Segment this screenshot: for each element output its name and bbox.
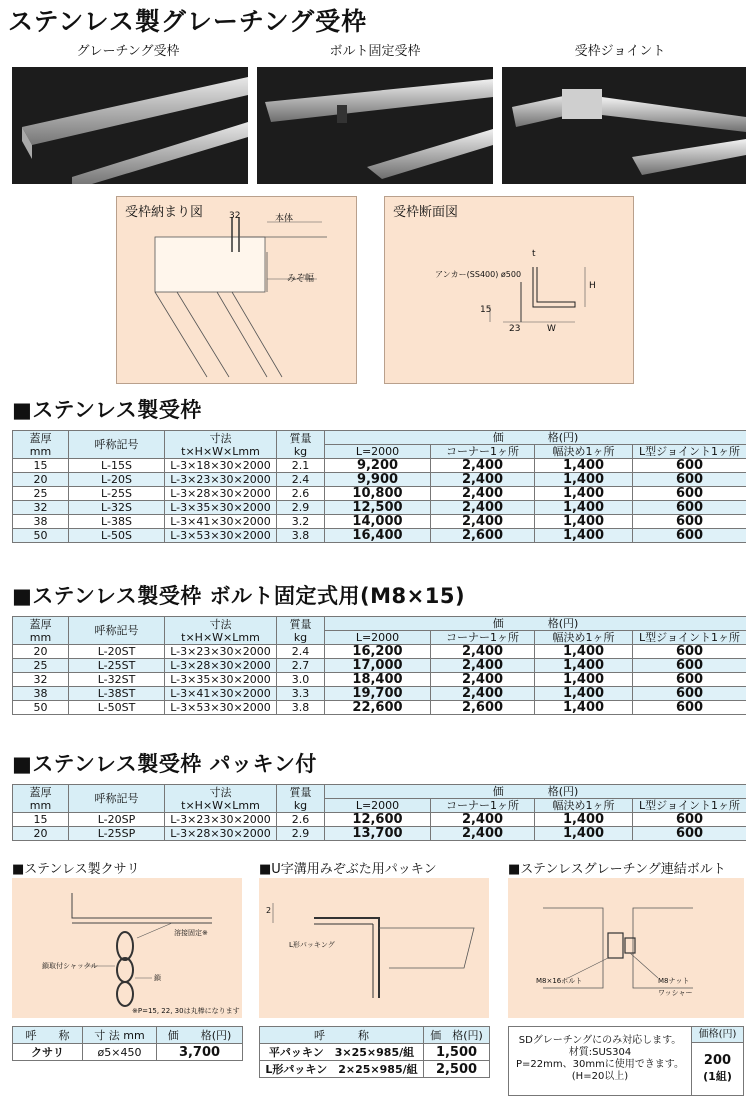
cell-price-l2000: 19,700 (325, 687, 431, 701)
chain-diagram (12, 878, 242, 1018)
cell-price-corner: 2,400 (431, 459, 535, 473)
cell-price-joint: 600 (633, 659, 746, 673)
photo-bolt-frame (257, 67, 493, 184)
diagram-fitting-label-32: 32 (229, 211, 241, 221)
packing-table (259, 1026, 490, 1078)
cell-price-joint: 600 (633, 827, 746, 841)
packing-name-l: L形パッキン 2×25×985/組 (260, 1061, 424, 1078)
header-weight: 質量 kg (277, 617, 325, 645)
section1-table (12, 430, 746, 543)
cell-model: L-32ST (69, 673, 165, 687)
table-row (13, 459, 746, 473)
diagram-section-label-23: 23 (509, 324, 521, 334)
bolt-label-washer: ワッシャー (658, 989, 693, 997)
cell-price-l2000: 18,400 (325, 673, 431, 687)
cell-dims: L-3×41×30×2000 (165, 515, 277, 529)
table-row (13, 645, 746, 659)
header-l2000: L=2000 (325, 631, 431, 645)
cell-model: L-50ST (69, 701, 165, 715)
diagram-fitting-label-groove: みぞ幅 (287, 274, 315, 284)
table-row (13, 515, 746, 529)
table-row (13, 529, 746, 543)
diagram-section-label-w: W (547, 324, 556, 334)
cell-weight: 3.2 (277, 515, 325, 529)
cell-weight: 2.4 (277, 645, 325, 659)
cell-price-width: 1,400 (535, 645, 633, 659)
cell-price-joint: 600 (633, 673, 746, 687)
cell-weight: 2.1 (277, 459, 325, 473)
packing-label-2: 2 (266, 906, 272, 915)
chain-note: ※P=15, 22, 30は丸棒になります (132, 1007, 240, 1015)
cell-price-l2000: 12,600 (325, 813, 431, 827)
cell-thickness: 32 (13, 501, 69, 515)
cell-weight: 3.3 (277, 687, 325, 701)
cell-price-l2000: 14,000 (325, 515, 431, 529)
cell-thickness: 20 (13, 827, 69, 841)
cell-model: L-20ST (69, 645, 165, 659)
cell-thickness: 50 (13, 529, 69, 543)
table-row (13, 473, 746, 487)
bolt-diagram (508, 878, 744, 1018)
photo-caption-bolt-frame: ボルト固定受枠 (329, 44, 421, 59)
chain-table (12, 1026, 243, 1061)
cell-dims: L-3×35×30×2000 (165, 501, 277, 515)
cell-weight: 3.8 (277, 529, 325, 543)
cell-thickness: 32 (13, 673, 69, 687)
diagram-frame-section (384, 196, 634, 384)
table-row (13, 673, 746, 687)
cell-price-corner: 2,400 (431, 813, 535, 827)
section1-title: ■ステンレス製受枠 (12, 398, 202, 422)
bolt-header-price: 価格(円) (692, 1027, 743, 1043)
cell-price-joint: 600 (633, 473, 746, 487)
cell-dims: L-3×53×30×2000 (165, 529, 277, 543)
chain-label-fixed: 溶接固定※ (174, 929, 208, 937)
cell-model: L-20S (69, 473, 165, 487)
header-dims: 寸法 t×H×W×Lmm (165, 785, 277, 813)
cell-dims: L-3×28×30×2000 (165, 827, 277, 841)
packing-price-flat: 1,500 (424, 1044, 490, 1061)
cell-dims: L-3×28×30×2000 (165, 659, 277, 673)
chain-name: クサリ (13, 1044, 83, 1061)
chain-header-price: 価 格(円) (157, 1027, 243, 1044)
header-weight: 質量 kg (277, 431, 325, 459)
diagram-section-label-anchor: アンカー(SS400) ø500 (435, 270, 522, 279)
photo-frame-joint (502, 67, 746, 184)
header-width-fix: 幅決め1ヶ所 (535, 445, 633, 459)
cell-thickness: 25 (13, 659, 69, 673)
cell-price-l2000: 13,700 (325, 827, 431, 841)
cell-weight: 2.7 (277, 659, 325, 673)
cell-weight: 2.4 (277, 473, 325, 487)
packing-header-name: 呼 称 (260, 1027, 424, 1044)
bolt-note-2: 材質:SUS304 (568, 1047, 632, 1058)
cell-price-corner: 2,400 (431, 487, 535, 501)
bolt-note-3: P=22mm、30mmに使用できます。 (515, 1059, 685, 1070)
cell-dims: L-3×35×30×2000 (165, 673, 277, 687)
photo-grating-frame (12, 67, 248, 184)
cell-price-width: 1,400 (535, 687, 633, 701)
table-row (13, 501, 746, 515)
chain-dims: ø5×450 (83, 1044, 157, 1061)
header-model: 呼称記号 (69, 785, 165, 813)
header-corner: コーナー1ヶ所 (431, 445, 535, 459)
cell-dims: L-3×53×30×2000 (165, 701, 277, 715)
table-row (13, 701, 746, 715)
diagram-section-label-t: t (532, 249, 536, 259)
cell-thickness: 15 (13, 459, 69, 473)
header-width-fix: 幅決め1ヶ所 (535, 631, 633, 645)
cell-price-l2000: 9,900 (325, 473, 431, 487)
cell-price-joint: 600 (633, 687, 746, 701)
section2-table (12, 616, 746, 715)
packing-name-flat: 平パッキン 3×25×985/組 (260, 1044, 424, 1061)
bolt-price: 200 (703, 1053, 732, 1068)
table-row (13, 487, 746, 501)
packing-header-price: 価 格(円) (424, 1027, 490, 1044)
cell-model: L-20SP (69, 813, 165, 827)
cell-price-corner: 2,600 (431, 529, 535, 543)
cell-price-width: 1,400 (535, 813, 633, 827)
bolt-label-bolt: M8×16ボルト (536, 977, 583, 985)
chain-price: 3,700 (157, 1044, 243, 1061)
bolt-label-nut: M8ナット (658, 977, 690, 985)
cell-price-corner: 2,400 (431, 673, 535, 687)
header-price: 価 格(円) (325, 431, 746, 445)
bolt-notes (508, 1026, 692, 1096)
cell-dims: L-3×23×30×2000 (165, 473, 277, 487)
bolt-price-box (692, 1026, 744, 1096)
cell-price-joint: 600 (633, 813, 746, 827)
packing-diagram (259, 878, 489, 1018)
table-row (13, 813, 746, 827)
cell-thickness: 50 (13, 701, 69, 715)
cell-price-joint: 600 (633, 501, 746, 515)
header-weight: 質量 kg (277, 785, 325, 813)
header-joint: L型ジョイント1ヶ所 (633, 799, 746, 813)
cell-price-width: 1,400 (535, 659, 633, 673)
diagram-section-title: 受枠断面図 (393, 205, 459, 220)
header-thickness: 蓋厚 mm (13, 431, 69, 459)
cell-dims: L-3×23×30×2000 (165, 813, 277, 827)
cell-price-l2000: 22,600 (325, 701, 431, 715)
cell-price-width: 1,400 (535, 459, 633, 473)
cell-weight: 2.9 (277, 827, 325, 841)
packing-label-l: L形パッキング (289, 941, 335, 949)
cell-price-corner: 2,400 (431, 473, 535, 487)
cell-weight: 3.8 (277, 701, 325, 715)
table-row (13, 659, 746, 673)
cell-dims: L-3×23×30×2000 (165, 645, 277, 659)
header-width-fix: 幅決め1ヶ所 (535, 799, 633, 813)
header-l2000: L=2000 (325, 445, 431, 459)
section3-title: ■ステンレス製受枠 パッキン付 (12, 752, 317, 776)
cell-model: L-25SP (69, 827, 165, 841)
cell-price-width: 1,400 (535, 827, 633, 841)
table-row (13, 827, 746, 841)
bolt-unit: (1組) (703, 1070, 732, 1083)
cell-price-joint: 600 (633, 701, 746, 715)
cell-price-l2000: 10,800 (325, 487, 431, 501)
cell-thickness: 38 (13, 515, 69, 529)
packing-price-l: 2,500 (424, 1061, 490, 1078)
cell-price-width: 1,400 (535, 487, 633, 501)
diagram-section-label-15: 15 (480, 305, 492, 315)
cell-model: L-38ST (69, 687, 165, 701)
photo-caption-joint: 受枠ジョイント (574, 44, 666, 59)
cell-price-l2000: 9,200 (325, 459, 431, 473)
header-price: 価 格(円) (325, 617, 746, 631)
cell-price-joint: 600 (633, 645, 746, 659)
cell-price-joint: 600 (633, 515, 746, 529)
cell-weight: 2.6 (277, 487, 325, 501)
cell-price-width: 1,400 (535, 515, 633, 529)
cell-price-joint: 600 (633, 487, 746, 501)
header-joint: L型ジョイント1ヶ所 (633, 631, 746, 645)
cell-price-corner: 2,400 (431, 827, 535, 841)
bolt-drawing (508, 878, 744, 1018)
cell-model: L-32S (69, 501, 165, 515)
packing-title: ■U字溝用みぞぶた用パッキン (259, 862, 437, 877)
bolt-note-4: (H=20以上) (571, 1071, 629, 1082)
cell-dims: L-3×28×30×2000 (165, 487, 277, 501)
section3-table (12, 784, 746, 841)
cell-price-l2000: 16,200 (325, 645, 431, 659)
chain-label-chain: 鎖 (154, 974, 161, 982)
header-price: 価 格(円) (325, 785, 746, 799)
diagram-fitting-title: 受枠納まり図 (125, 205, 204, 220)
cell-price-joint: 600 (633, 529, 746, 543)
diagram-frame-fitting (116, 196, 357, 384)
cell-price-corner: 2,400 (431, 501, 535, 515)
cell-price-width: 1,400 (535, 529, 633, 543)
cell-price-width: 1,400 (535, 473, 633, 487)
bolt-note-1: SDグレーチングにのみ対応します。 (518, 1035, 682, 1046)
diagram-section-drawing (385, 197, 635, 385)
cell-model: L-25S (69, 487, 165, 501)
cell-dims: L-3×18×30×2000 (165, 459, 277, 473)
cell-dims: L-3×41×30×2000 (165, 687, 277, 701)
cell-model: L-25ST (69, 659, 165, 673)
cell-weight: 3.0 (277, 673, 325, 687)
photo-caption-frame: グレーチング受枠 (76, 44, 180, 59)
cell-price-l2000: 16,400 (325, 529, 431, 543)
cell-weight: 2.9 (277, 501, 325, 515)
header-dims: 寸法 t×H×W×Lmm (165, 617, 277, 645)
cell-price-corner: 2,400 (431, 515, 535, 529)
diagram-fitting-label-body: 本体 (275, 214, 294, 224)
cell-price-width: 1,400 (535, 701, 633, 715)
header-joint: L型ジョイント1ヶ所 (633, 445, 746, 459)
chain-header-name: 呼 称 (13, 1027, 83, 1044)
cell-thickness: 20 (13, 645, 69, 659)
diagram-section-label-h: H (589, 281, 596, 291)
header-dims: 寸法 t×H×W×Lmm (165, 431, 277, 459)
cell-price-corner: 2,600 (431, 701, 535, 715)
cell-model: L-38S (69, 515, 165, 529)
cell-thickness: 20 (13, 473, 69, 487)
cell-model: L-50S (69, 529, 165, 543)
header-l2000: L=2000 (325, 799, 431, 813)
cell-thickness: 15 (13, 813, 69, 827)
chain-header-dims: 寸 法 mm (83, 1027, 157, 1044)
header-corner: コーナー1ヶ所 (431, 631, 535, 645)
cell-thickness: 38 (13, 687, 69, 701)
cell-price-width: 1,400 (535, 673, 633, 687)
header-model: 呼称記号 (69, 617, 165, 645)
header-model: 呼称記号 (69, 431, 165, 459)
cell-price-width: 1,400 (535, 501, 633, 515)
header-thickness: 蓋厚 mm (13, 785, 69, 813)
cell-price-l2000: 12,500 (325, 501, 431, 515)
page-title: ステンレス製グレーチング受枠 (8, 7, 368, 36)
cell-price-corner: 2,400 (431, 687, 535, 701)
cell-price-l2000: 17,000 (325, 659, 431, 673)
header-thickness: 蓋厚 mm (13, 617, 69, 645)
chain-drawing (12, 878, 242, 1018)
diagram-fitting-drawing (117, 197, 358, 385)
bolt-title: ■ステンレスグレーチング連結ボルト (508, 862, 726, 877)
cell-thickness: 25 (13, 487, 69, 501)
chain-title: ■ステンレス製クサリ (12, 862, 140, 877)
table-row (13, 687, 746, 701)
cell-price-corner: 2,400 (431, 645, 535, 659)
cell-price-joint: 600 (633, 459, 746, 473)
cell-price-corner: 2,400 (431, 659, 535, 673)
cell-weight: 2.6 (277, 813, 325, 827)
chain-label-shackle: 鎖取付シャックル (42, 962, 98, 970)
cell-model: L-15S (69, 459, 165, 473)
header-corner: コーナー1ヶ所 (431, 799, 535, 813)
section2-title: ■ステンレス製受枠 ボルト固定式用(M8×15) (12, 584, 466, 608)
